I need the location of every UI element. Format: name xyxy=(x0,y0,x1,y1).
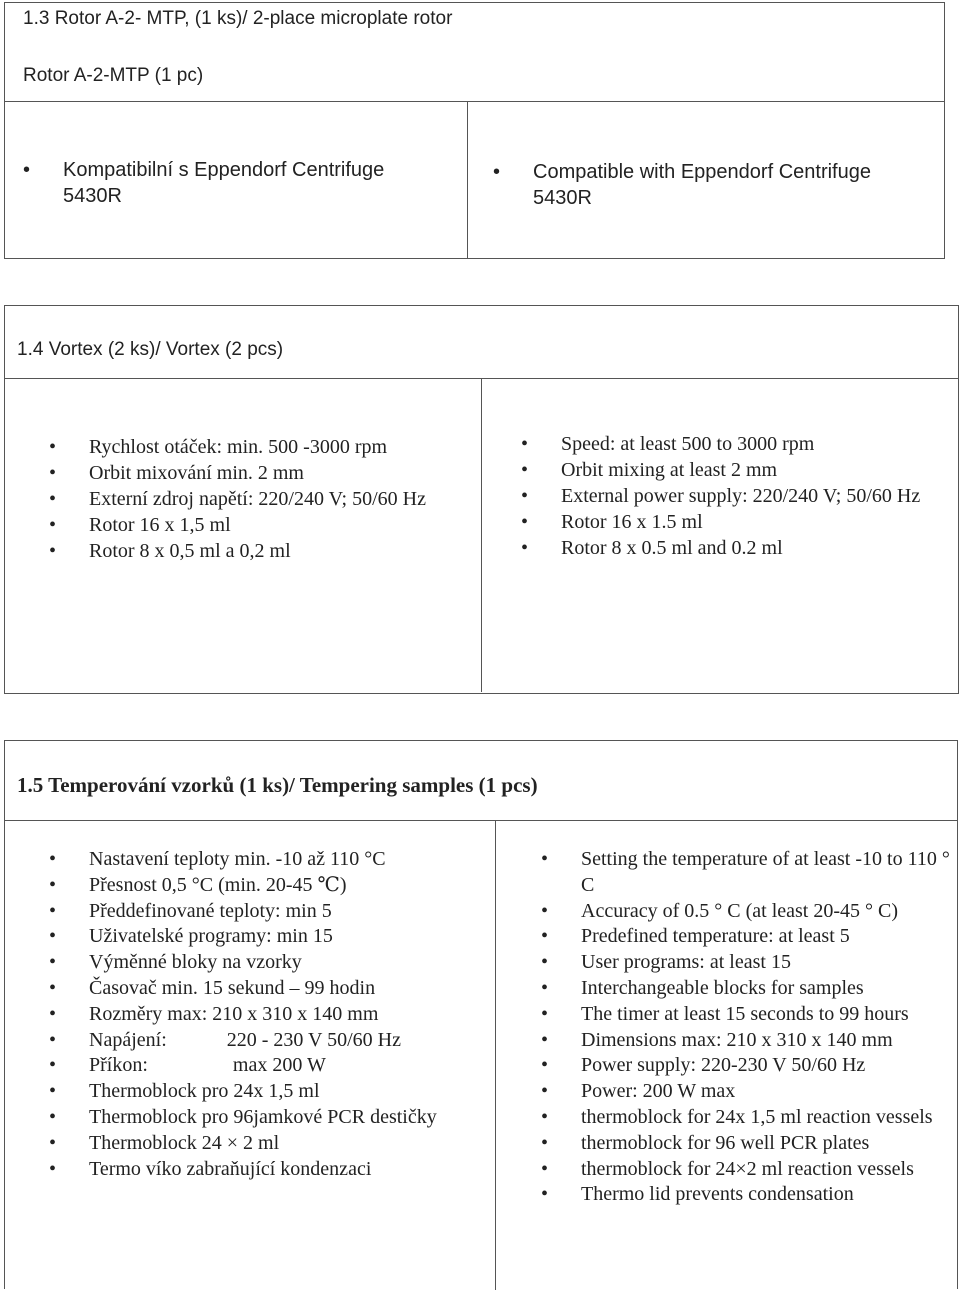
list-item: • Rozměry max: 210 x 310 x 140 mm xyxy=(45,1002,493,1028)
list-item: • Speed: at least 500 to 3000 rpm xyxy=(517,431,952,457)
section-1-5-table xyxy=(4,740,958,1289)
list-item: • Thermoblock pro 96jamkové PCR destičky xyxy=(45,1105,493,1131)
section-1-3-divider xyxy=(5,101,944,102)
section-1-5-column-divider xyxy=(495,820,496,1290)
section-1-5-divider xyxy=(5,820,957,821)
list-item: • Příkon: max 200 W xyxy=(45,1053,493,1079)
list-item: • Power: 200 W max xyxy=(537,1079,952,1105)
list-item: • thermoblock for 24x 1,5 ml reaction vessels xyxy=(537,1105,952,1131)
section-1-4-column-divider xyxy=(481,378,482,692)
list-item: • Dimensions max: 210 x 310 x 140 mm xyxy=(537,1028,952,1054)
list-item: • Thermoblock 24 × 2 ml xyxy=(45,1131,493,1157)
list-item: • Predefined temperature: at least 5 xyxy=(537,924,952,950)
list-item: • Thermo lid prevents condensation xyxy=(537,1182,952,1208)
list-item: • Časovač min. 15 sekund – 99 hodin xyxy=(45,976,493,1002)
section-1-5-cz-list xyxy=(45,847,493,1182)
list-item: • Rotor 8 x 0,5 ml a 0,2 ml xyxy=(45,538,475,564)
section-1-5-title: 1.5 Temperování vzorků (1 ks)/ Tempering samples (1 pcs) xyxy=(17,773,538,797)
list-item: • Nastavení teploty min. -10 až 110 °C xyxy=(45,847,493,873)
list-item: • The timer at least 15 seconds to 99 hours xyxy=(537,1002,952,1028)
list-item: • User programs: at least 15 xyxy=(537,950,952,976)
list-item: • Rotor 8 x 0.5 ml and 0.2 ml xyxy=(517,535,952,561)
section-1-3-cz-list xyxy=(19,157,429,209)
list-item: • Předdefinované teploty: min 5 xyxy=(45,899,493,925)
list-item: • thermoblock for 96 well PCR plates xyxy=(537,1131,952,1157)
section-1-4-title: 1.4 Vortex (2 ks)/ Vortex (2 pcs) xyxy=(17,339,284,360)
list-item: • Přesnost 0,5 °C (min. 20-45 ℃) xyxy=(45,873,493,899)
list-item: • Thermoblock pro 24x 1,5 ml xyxy=(45,1079,493,1105)
list-item: • Výměnné bloky na vzorky xyxy=(45,950,493,976)
list-item: • Rychlost otáček: min. 500 -3000 rpm xyxy=(45,434,475,460)
list-item: • Orbit mixing at least 2 mm xyxy=(517,457,952,483)
list-item: • Uživatelské programy: min 15 xyxy=(45,924,493,950)
list-item: • External power supply: 220/240 V; 50/60 Hz xyxy=(517,483,952,509)
section-1-4-cz-list xyxy=(45,434,475,564)
section-1-5-en-list xyxy=(537,847,952,1208)
list-item: • Rotor 16 x 1,5 ml xyxy=(45,512,475,538)
section-1-3-en-list xyxy=(489,159,929,211)
list-item: • Compatible with Eppendorf Centrifuge 5430R xyxy=(489,159,929,211)
section-1-4-table xyxy=(4,305,959,694)
section-1-3-column-divider xyxy=(467,101,468,258)
list-item: • thermoblock for 24×2 ml reaction vessels xyxy=(537,1157,952,1183)
list-item: • Setting the temperature of at least -10 to 110 ° C xyxy=(537,847,952,899)
list-item: • Rotor 16 x 1.5 ml xyxy=(517,509,952,535)
section-1-4-en-list xyxy=(517,431,952,561)
list-item: • Externí zdroj napětí: 220/240 V; 50/60 Hz xyxy=(45,486,475,512)
list-item: • Accuracy of 0.5 ° C (at least 20-45 ° C) xyxy=(537,899,952,925)
section-1-3-subtitle: Rotor A-2-MTP (1 pc) xyxy=(23,65,204,86)
list-item: • Interchangeable blocks for samples xyxy=(537,976,952,1002)
list-item: • Orbit mixování min. 2 mm xyxy=(45,460,475,486)
list-item: • Napájení: 220 - 230 V 50/60 Hz xyxy=(45,1028,493,1054)
section-1-3-title: 1.3 Rotor A-2- MTP, (1 ks)/ 2-place microplate rotor xyxy=(23,8,453,29)
list-item: • Power supply: 220-230 V 50/60 Hz xyxy=(537,1053,952,1079)
list-item: • Termo víko zabraňující kondenzaci xyxy=(45,1157,493,1183)
list-item: • Kompatibilní s Eppendorf Centrifuge 5430R xyxy=(19,157,429,209)
section-1-3-table xyxy=(4,2,945,259)
